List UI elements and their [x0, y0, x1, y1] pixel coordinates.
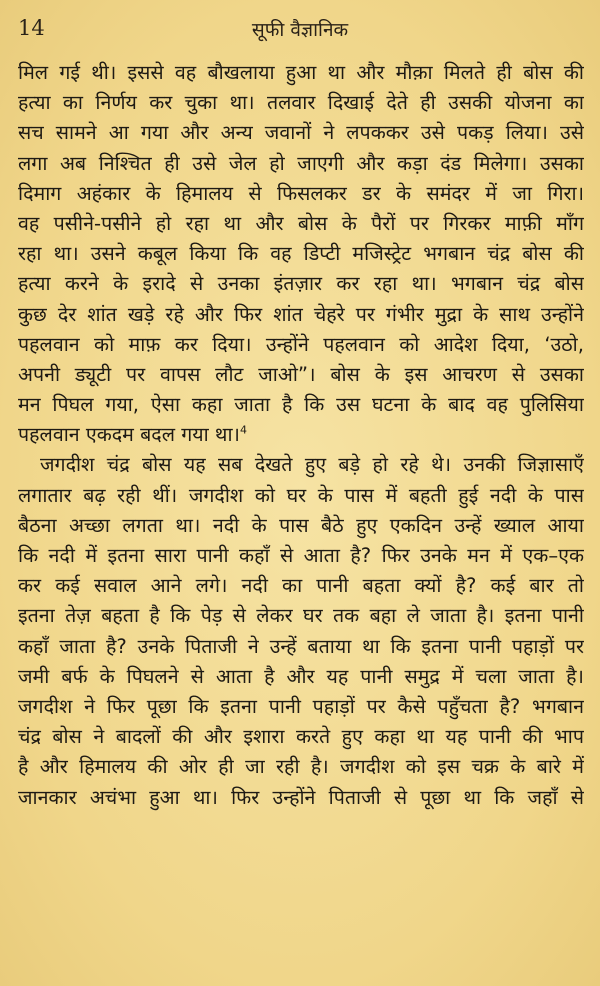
- text-line: बैठना अच्छा लगता था। नदी के पास बैठे हुए एकदिन उन्हें ख्याल आया: [18, 513, 584, 537]
- text-line: दिमाग अहंकार के हिमालय से फिसलकर डर के समंदर में जा गिरा।: [18, 181, 584, 205]
- text-line: लगातार बढ़ रही थीं। जगदीश को घर के पास में बहती हुई नदी के पास: [18, 483, 584, 507]
- text-line: हत्या करने के इरादे से उनका इंतज़ार कर रहा था। भगबान चंद्र बोस: [18, 272, 584, 296]
- paragraph-1: [18, 58, 584, 450]
- text-line-last: [18, 420, 584, 450]
- text-line: वह पसीने-पसीने हो रहा था और बोस के पैरों पर गिरकर माफ़ी माँग: [18, 211, 584, 235]
- text-line: चंद्र बोस ने बादलों की और इशारा करते हुए कहा था यह पानी की भाप: [18, 725, 584, 749]
- body-text: [18, 58, 584, 813]
- last-line-text: पहलवान एकदम बदल गया था।: [18, 423, 240, 447]
- page-header: [18, 14, 582, 48]
- text-line: पहलवान को माफ़ कर दिया। उन्होंने पहलवान को आदेश दिया, ‘उठो,: [18, 332, 584, 356]
- text-line: कि नदी में इतना सारा पानी कहाँ से आता है? फिर उनके मन में एक–एक: [18, 544, 584, 567]
- paragraph-2: [18, 450, 584, 812]
- text-line: कुछ देर शांत खड़े रहे और फिर शांत चेहरे पर गंभीर मुद्रा के साथ उन्होंने: [18, 302, 584, 326]
- footnote-ref[interactable]: 4: [239, 423, 247, 437]
- text-line: इतना तेज़ बहता है कि पेड़ से लेकर घर तक बहा ले जाता है। इतना पानी: [18, 604, 584, 628]
- page-number: 14: [18, 16, 45, 40]
- text-line: जानकार अचंभा हुआ था। फिर उन्होंने पिताजी से पूछा था कि जहाँ से: [18, 785, 584, 809]
- text-line: है और हिमालय की ओर ही जा रही है। जगदीश को इस चक्र के बारे में: [18, 755, 584, 779]
- text-line: कहाँ जाता है? उनके पिताजी ने उन्हें बताया था कि इतना पानी पहाड़ों पर: [18, 634, 584, 658]
- text-line: अपनी ड्यूटी पर वापस लौट जाओ”। बोस के इस आचरण से उसका: [18, 362, 584, 386]
- text-line: जमी बर्फ के पिघलने से आता है और यह पानी समुद्र में चला जाता है।: [18, 664, 584, 688]
- text-line: हत्या का निर्णय कर चुका था। तलवार दिखाई देते ही उसकी योजना का: [18, 91, 584, 115]
- text-line-indented: जगदीश चंद्र बोस यह सब देखते हुए बड़े हो रहे थे। उनकी जिज्ञासाएँ: [40, 453, 584, 477]
- text-line: मन पिघल गया, ऐसा कहा जाता है कि उस घटना के बाद वह पुलिसिया: [18, 393, 584, 417]
- running-head: सूफी वैज्ञानिक: [251, 19, 349, 41]
- text-line: मिल गई थी। इससे वह बौखलाया हुआ था और मौक़ा मिलते ही बोस की: [18, 61, 584, 84]
- text-line: सच सामने आ गया और अन्य जवानों ने लपककर उसे पकड़ लिया। उसे: [18, 121, 584, 145]
- text-line: कर कई सवाल आने लगे। नदी का पानी बहता क्यों है? कई बार तो: [18, 574, 584, 598]
- text-line: लगा अब निश्चित ही उसे जेल हो जाएगी और कड़ा दंड मिलेगा। उसका: [18, 151, 584, 175]
- text-line: जगदीश ने फिर पूछा कि इतना पानी पहाड़ों पर कैसे पहुँचता है? भगबान: [18, 694, 584, 718]
- text-line: रहा था। उसने कबूल किया कि वह डिप्टी मजिस्ट्रेट भगबान चंद्र बोस की: [18, 242, 584, 266]
